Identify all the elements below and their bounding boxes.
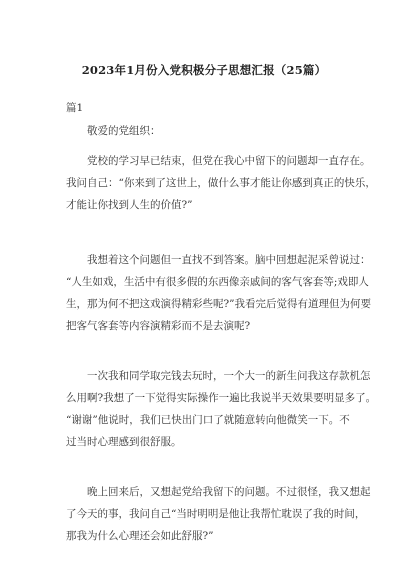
paragraph-line: 一次我和同学取完钱去玩时，一个大一的新生问我这存款机怎 (87, 370, 371, 382)
document-title: 2023年1月份入党积极分子思想汇报（25篇） (81, 63, 327, 77)
paragraph-line: 晚上回来后，又想起党给我留下的问题。不过很怪，我又想起 (87, 486, 371, 498)
section-label: 篇1 (66, 102, 84, 114)
paragraph-line: 生，那为何不把这戏演得精彩些呢?”我看完后觉得有道理但为何要 (66, 298, 371, 310)
paragraph-line: 才能让你找到人生的价值?” (66, 199, 193, 211)
paragraph-1 (66, 150, 376, 216)
paragraph-line: 过当时心理感到很舒服。 (66, 436, 182, 448)
paragraph-line: 我问自己：“你来到了这世上，做什么事才能让你感到真正的快乐， (66, 177, 376, 189)
paragraph-line: 么用啊?我想了一下觉得实际操作一遍比我说半天效果要明显多了。 (66, 392, 377, 404)
paragraph-line: 党校的学习早已结束，但党在我心中留下的问题却一直存在。 (87, 155, 371, 167)
paragraph-4 (66, 481, 371, 547)
paragraph-3 (66, 365, 377, 453)
paragraph-2 (66, 249, 371, 337)
greeting: 敬爱的党组织： (87, 125, 161, 137)
paragraph-line: “人生如戏，生活中有很多假的东西像亲戚间的客气客套等;戏即人 (66, 276, 369, 288)
paragraph-line: 把客气客套等内容演精彩而不是去演呢? (66, 320, 251, 332)
paragraph-line: 那我为什么心理还会如此舒服?” (66, 530, 214, 542)
paragraph-line: “谢谢”他说时，我们已快出门口了就随意转向他微笑一下。不 (66, 414, 350, 426)
paragraph-line: 我想着这个问题但一直找不到答案。脑中回想起泥采曾说过： (87, 254, 371, 266)
paragraph-line: 了今天的事，我问自己“当时明明是他让我帮忙耽误了我的时间， (66, 508, 366, 520)
